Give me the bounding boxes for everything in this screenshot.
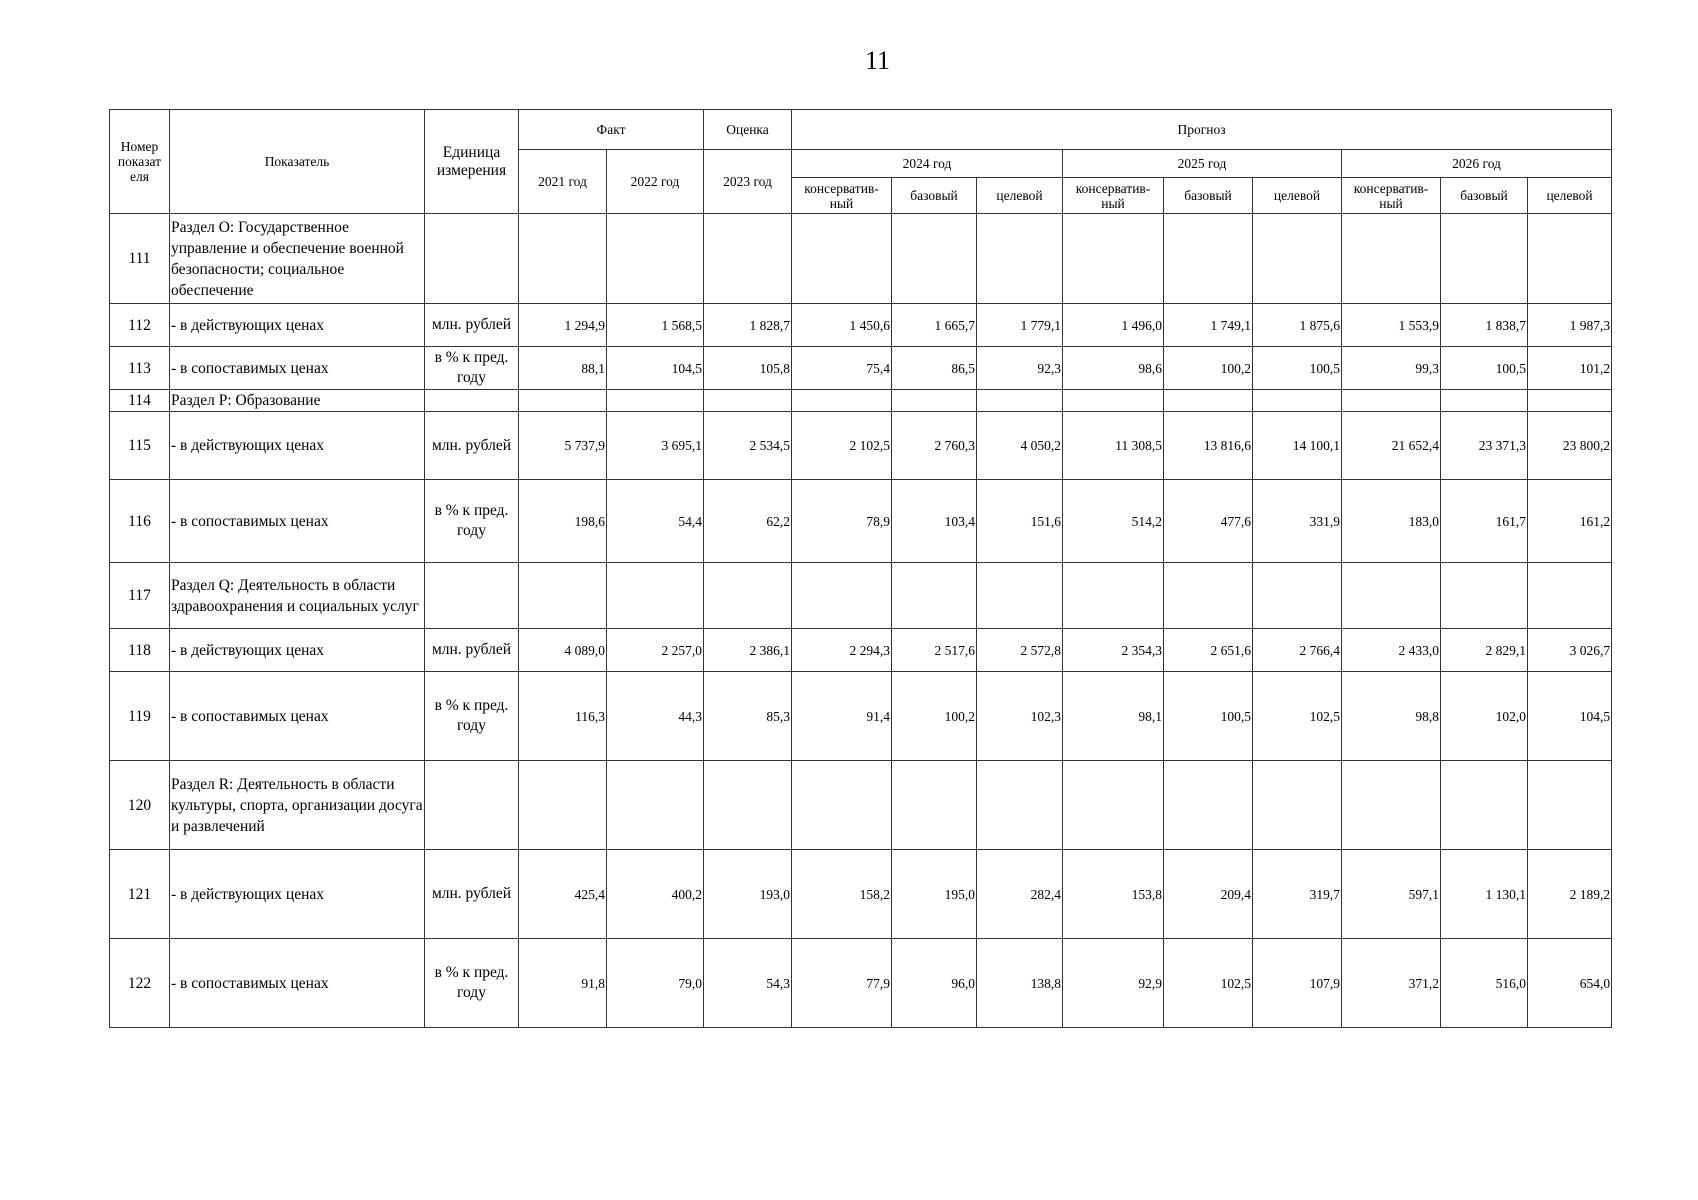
value-cell: 331,9 [1253, 480, 1342, 563]
value-cell: 1 450,6 [792, 304, 892, 347]
value-cell [1063, 563, 1164, 629]
value-cell: 2 433,0 [1342, 629, 1441, 672]
value-cell [792, 390, 892, 412]
table-row [110, 761, 1612, 850]
value-cell: 98,1 [1063, 672, 1164, 761]
value-cell: 158,2 [792, 850, 892, 939]
value-cell: 4 089,0 [519, 629, 607, 672]
value-cell [519, 761, 607, 850]
header-base: базовый [1441, 178, 1528, 214]
value-cell: 102,3 [977, 672, 1063, 761]
row-number: 111 [110, 214, 170, 304]
header-year-2024: 2024 год [792, 150, 1063, 178]
value-cell [1063, 761, 1164, 850]
value-cell [977, 390, 1063, 412]
row-unit: млн. рублей [425, 850, 519, 939]
value-cell: 2 517,6 [892, 629, 977, 672]
value-cell [1342, 390, 1441, 412]
value-cell: 400,2 [607, 850, 704, 939]
value-cell: 209,4 [1164, 850, 1253, 939]
table-row [110, 850, 1612, 939]
value-cell [1441, 390, 1528, 412]
value-cell: 102,5 [1253, 672, 1342, 761]
value-cell: 1 838,7 [1441, 304, 1528, 347]
value-cell [1063, 214, 1164, 304]
value-cell: 2 102,5 [792, 412, 892, 480]
header-conservative: консерватив-ный [1342, 178, 1441, 214]
header-fact: Факт [519, 110, 704, 150]
value-cell: 99,3 [1342, 347, 1441, 390]
row-number: 114 [110, 390, 170, 412]
value-cell: 77,9 [792, 939, 892, 1028]
row-unit [425, 761, 519, 850]
value-cell: 282,4 [977, 850, 1063, 939]
value-cell: 2 294,3 [792, 629, 892, 672]
table-row [110, 214, 1612, 304]
value-cell: 102,0 [1441, 672, 1528, 761]
header-base: базовый [1164, 178, 1253, 214]
row-number: 113 [110, 347, 170, 390]
value-cell: 14 100,1 [1253, 412, 1342, 480]
value-cell: 11 308,5 [1063, 412, 1164, 480]
value-cell [792, 761, 892, 850]
row-unit [425, 214, 519, 304]
header-target: целевой [1253, 178, 1342, 214]
table-header [110, 110, 1612, 214]
row-number: 122 [110, 939, 170, 1028]
value-cell: 195,0 [892, 850, 977, 939]
value-cell: 1 496,0 [1063, 304, 1164, 347]
value-cell [519, 390, 607, 412]
table-row [110, 563, 1612, 629]
value-cell: 100,2 [1164, 347, 1253, 390]
row-number: 120 [110, 761, 170, 850]
value-cell: 1 749,1 [1164, 304, 1253, 347]
row-number: 112 [110, 304, 170, 347]
header-target: целевой [977, 178, 1063, 214]
value-cell [704, 390, 792, 412]
value-cell: 104,5 [607, 347, 704, 390]
row-indicator: - в действующих ценах [170, 850, 425, 939]
value-cell [607, 761, 704, 850]
value-cell: 2 651,6 [1164, 629, 1253, 672]
value-cell [1342, 214, 1441, 304]
value-cell: 105,8 [704, 347, 792, 390]
row-indicator: - в сопоставимых ценах [170, 347, 425, 390]
value-cell: 3 695,1 [607, 412, 704, 480]
value-cell [1528, 563, 1612, 629]
value-cell: 516,0 [1441, 939, 1528, 1028]
header-base: базовый [892, 178, 977, 214]
header-estimate: Оценка [704, 110, 792, 150]
row-unit: млн. рублей [425, 629, 519, 672]
value-cell [1528, 761, 1612, 850]
value-cell [607, 563, 704, 629]
value-cell: 2 354,3 [1063, 629, 1164, 672]
value-cell [1441, 214, 1528, 304]
value-cell: 13 816,6 [1164, 412, 1253, 480]
value-cell [892, 214, 977, 304]
row-indicator: Раздел О: Государственное управление и обеспечение военной безопасности; социальное обеспечение [170, 214, 425, 304]
value-cell: 3 026,7 [1528, 629, 1612, 672]
value-cell: 62,2 [704, 480, 792, 563]
value-cell: 2 386,1 [704, 629, 792, 672]
value-cell: 2 534,5 [704, 412, 792, 480]
value-cell: 183,0 [1342, 480, 1441, 563]
table-row [110, 629, 1612, 672]
table-row [110, 939, 1612, 1028]
value-cell: 100,5 [1253, 347, 1342, 390]
value-cell: 88,1 [519, 347, 607, 390]
header-indicator: Показатель [170, 110, 425, 214]
value-cell: 75,4 [792, 347, 892, 390]
row-unit: млн. рублей [425, 412, 519, 480]
value-cell [1164, 390, 1253, 412]
value-cell: 101,2 [1528, 347, 1612, 390]
value-cell: 1 553,9 [1342, 304, 1441, 347]
page-number: 11 [864, 46, 891, 75]
row-number: 118 [110, 629, 170, 672]
value-cell [1164, 214, 1253, 304]
row-indicator: Раздел Q: Деятельность в области здравоохранения и социальных услуг [170, 563, 425, 629]
value-cell: 2 760,3 [892, 412, 977, 480]
value-cell [1528, 214, 1612, 304]
table-body [110, 214, 1612, 1028]
value-cell: 116,3 [519, 672, 607, 761]
value-cell [519, 214, 607, 304]
value-cell [1253, 761, 1342, 850]
row-unit [425, 563, 519, 629]
table-row [110, 304, 1612, 347]
value-cell [519, 563, 607, 629]
value-cell [607, 390, 704, 412]
header-target: целевой [1528, 178, 1612, 214]
value-cell: 92,3 [977, 347, 1063, 390]
value-cell: 100,5 [1441, 347, 1528, 390]
value-cell: 1 828,7 [704, 304, 792, 347]
value-cell: 98,6 [1063, 347, 1164, 390]
value-cell: 23 371,3 [1441, 412, 1528, 480]
value-cell [704, 214, 792, 304]
value-cell: 477,6 [1164, 480, 1253, 563]
value-cell: 153,8 [1063, 850, 1164, 939]
header-number: Номер показат еля [110, 110, 170, 214]
value-cell: 98,8 [1342, 672, 1441, 761]
value-cell: 104,5 [1528, 672, 1612, 761]
row-indicator: Раздел P: Образование [170, 390, 425, 412]
value-cell [1063, 390, 1164, 412]
value-cell: 92,9 [1063, 939, 1164, 1028]
header-forecast: Прогноз [792, 110, 1612, 150]
value-cell: 100,5 [1164, 672, 1253, 761]
row-indicator: - в действующих ценах [170, 629, 425, 672]
row-number: 121 [110, 850, 170, 939]
value-cell [977, 214, 1063, 304]
value-cell: 91,8 [519, 939, 607, 1028]
value-cell [1528, 390, 1612, 412]
value-cell: 102,5 [1164, 939, 1253, 1028]
value-cell [607, 214, 704, 304]
value-cell: 151,6 [977, 480, 1063, 563]
row-indicator: - в сопоставимых ценах [170, 480, 425, 563]
value-cell: 1 779,1 [977, 304, 1063, 347]
header-conservative: консерватив-ный [1063, 178, 1164, 214]
header-conservative: консерватив-ный [792, 178, 892, 214]
value-cell [1164, 761, 1253, 850]
value-cell: 85,3 [704, 672, 792, 761]
row-indicator: - в сопоставимых ценах [170, 672, 425, 761]
value-cell: 5 737,9 [519, 412, 607, 480]
value-cell: 198,6 [519, 480, 607, 563]
value-cell: 654,0 [1528, 939, 1612, 1028]
value-cell [892, 390, 977, 412]
row-indicator: - в действующих ценах [170, 304, 425, 347]
value-cell [704, 563, 792, 629]
value-cell: 54,3 [704, 939, 792, 1028]
value-cell: 79,0 [607, 939, 704, 1028]
value-cell: 2 257,0 [607, 629, 704, 672]
row-indicator: Раздел R: Деятельность в области культуры, спорта, организации досуга и развлечений [170, 761, 425, 850]
value-cell: 21 652,4 [1342, 412, 1441, 480]
value-cell: 319,7 [1253, 850, 1342, 939]
value-cell: 161,2 [1528, 480, 1612, 563]
value-cell: 425,4 [519, 850, 607, 939]
value-cell: 96,0 [892, 939, 977, 1028]
value-cell: 597,1 [1342, 850, 1441, 939]
header-unit: Единица измерения [425, 110, 519, 214]
value-cell [1342, 563, 1441, 629]
value-cell: 1 665,7 [892, 304, 977, 347]
row-unit: в % к пред. году [425, 939, 519, 1028]
row-number: 117 [110, 563, 170, 629]
row-indicator: - в действующих ценах [170, 412, 425, 480]
value-cell: 2 829,1 [1441, 629, 1528, 672]
value-cell: 514,2 [1063, 480, 1164, 563]
value-cell: 100,2 [892, 672, 977, 761]
value-cell [977, 761, 1063, 850]
header-year-2023: 2023 год [704, 150, 792, 214]
header-year-2021: 2021 год [519, 150, 607, 214]
value-cell: 193,0 [704, 850, 792, 939]
value-cell: 1 130,1 [1441, 850, 1528, 939]
value-cell [1253, 390, 1342, 412]
value-cell: 1 568,5 [607, 304, 704, 347]
value-cell [977, 563, 1063, 629]
value-cell: 371,2 [1342, 939, 1441, 1028]
value-cell: 23 800,2 [1528, 412, 1612, 480]
row-unit [425, 390, 519, 412]
value-cell: 4 050,2 [977, 412, 1063, 480]
value-cell [792, 563, 892, 629]
value-cell [1253, 563, 1342, 629]
value-cell [1441, 563, 1528, 629]
value-cell [1164, 563, 1253, 629]
header-year-2022: 2022 год [607, 150, 704, 214]
value-cell: 54,4 [607, 480, 704, 563]
row-unit: млн. рублей [425, 304, 519, 347]
table-row [110, 347, 1612, 390]
value-cell [892, 761, 977, 850]
table-row [110, 480, 1612, 563]
value-cell [704, 761, 792, 850]
row-number: 115 [110, 412, 170, 480]
row-unit: в % к пред. году [425, 347, 519, 390]
header-year-2026: 2026 год [1342, 150, 1612, 178]
forecast-table [109, 109, 1612, 1028]
value-cell: 1 987,3 [1528, 304, 1612, 347]
value-cell: 138,8 [977, 939, 1063, 1028]
value-cell: 91,4 [792, 672, 892, 761]
header-year-2025: 2025 год [1063, 150, 1342, 178]
value-cell [1253, 214, 1342, 304]
value-cell [892, 563, 977, 629]
row-number: 119 [110, 672, 170, 761]
value-cell: 2 189,2 [1528, 850, 1612, 939]
value-cell [792, 214, 892, 304]
value-cell: 161,7 [1441, 480, 1528, 563]
value-cell: 1 294,9 [519, 304, 607, 347]
row-indicator: - в сопоставимых ценах [170, 939, 425, 1028]
row-unit: в % к пред. году [425, 480, 519, 563]
table-row [110, 412, 1612, 480]
value-cell: 78,9 [792, 480, 892, 563]
table-row [110, 390, 1612, 412]
value-cell: 2 766,4 [1253, 629, 1342, 672]
table-row [110, 672, 1612, 761]
value-cell [1342, 761, 1441, 850]
value-cell: 2 572,8 [977, 629, 1063, 672]
value-cell: 44,3 [607, 672, 704, 761]
row-unit: в % к пред. году [425, 672, 519, 761]
value-cell: 103,4 [892, 480, 977, 563]
value-cell: 1 875,6 [1253, 304, 1342, 347]
value-cell: 86,5 [892, 347, 977, 390]
row-number: 116 [110, 480, 170, 563]
value-cell [1441, 761, 1528, 850]
value-cell: 107,9 [1253, 939, 1342, 1028]
